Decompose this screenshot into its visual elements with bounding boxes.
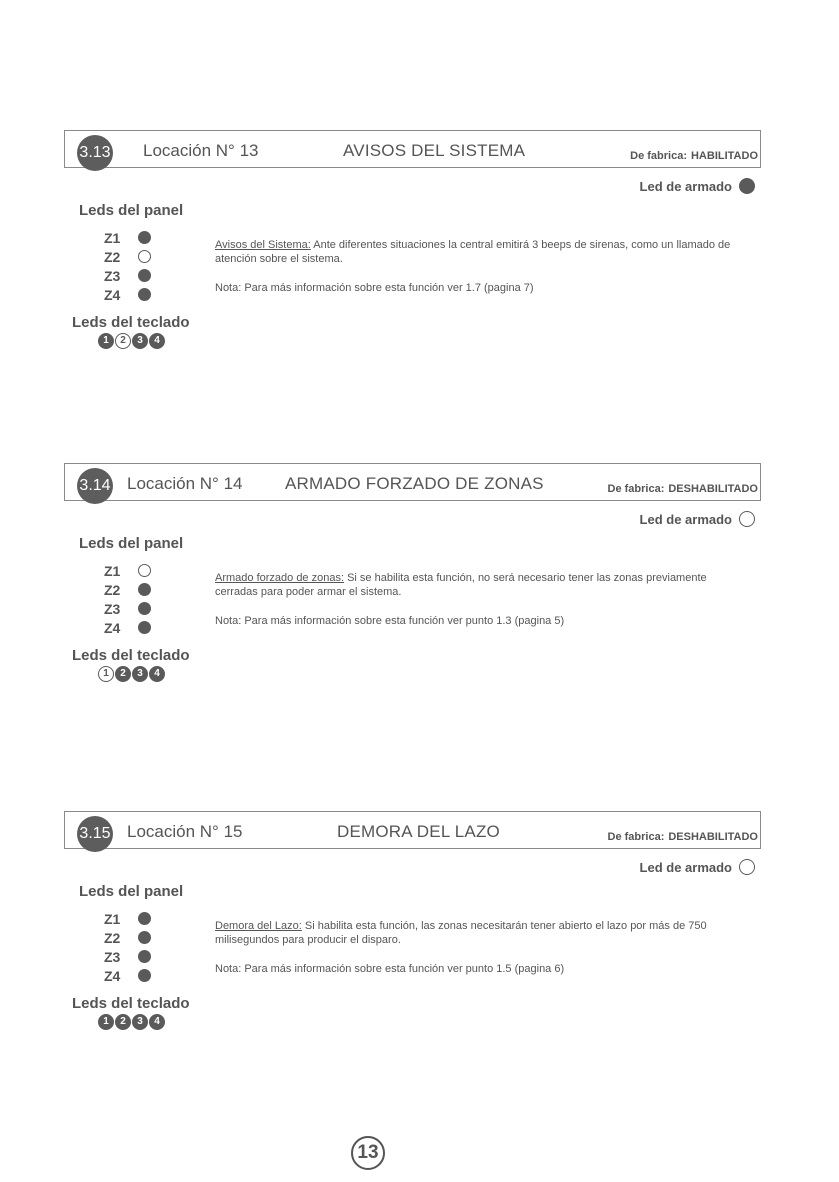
description-term: Demora del Lazo:	[215, 920, 302, 932]
keyboard-led-icon: 4	[149, 1014, 165, 1030]
section-title: ARMADO FORZADO DE ZONAS	[285, 474, 544, 493]
zone-led-icon	[138, 931, 151, 944]
factory-default-value: DESHABILITADO	[668, 831, 758, 843]
zone-led-icon	[138, 912, 151, 925]
keyboard-led-icon: 1	[98, 333, 114, 349]
keyboard-led-icon: 2	[115, 1014, 131, 1030]
zone-row	[104, 266, 164, 285]
armado-led-row	[640, 859, 755, 875]
armado-led-icon	[739, 859, 755, 875]
zone-label: Z4	[104, 967, 121, 984]
location-label: Locación N° 15	[127, 822, 243, 841]
factory-default	[630, 150, 758, 162]
zone-label: Z2	[104, 581, 121, 598]
description	[215, 571, 735, 599]
description-text: Si habilita esta función, las zonas necesitarán tener abierto el lazo por más de 750 milisegundos para producir el disparo.	[215, 920, 707, 946]
description	[215, 919, 735, 947]
note: Nota: Para más información sobre esta función ver punto 1.3 (pagina 5)	[215, 615, 565, 627]
keyboard-led-icon: 3	[132, 1014, 148, 1030]
note: Nota: Para más información sobre esta función ver punto 1.5 (pagina 6)	[215, 963, 565, 975]
zone-row	[104, 928, 164, 947]
zone-row	[104, 285, 164, 304]
factory-default-value: HABILITADO	[690, 150, 758, 162]
armado-label: Led de armado	[639, 178, 732, 194]
zone-row	[104, 947, 164, 966]
section-3-14	[0, 463, 839, 723]
zone-label: Z3	[104, 267, 121, 284]
section-number-badge: 3.15	[77, 816, 113, 852]
description-term: Armado forzado de zonas:	[215, 572, 345, 584]
location-label: Locación N° 13	[143, 141, 259, 160]
zone-label: Z2	[104, 929, 121, 946]
keyboard-led-icon: 3	[132, 666, 148, 682]
zone-row	[104, 247, 164, 266]
zone-led-icon	[138, 602, 151, 615]
section-3-13	[0, 130, 839, 390]
note: Nota: Para más información sobre esta función ver 1.7 (pagina 7)	[215, 282, 534, 294]
section-title: DEMORA DEL LAZO	[337, 822, 500, 841]
keyboard-leds	[98, 666, 165, 682]
armado-led-icon	[739, 511, 755, 527]
factory-default-label: De fabrica:	[607, 483, 665, 495]
armado-label: Led de armado	[639, 859, 732, 875]
keyboard-led-icon: 1	[98, 666, 114, 682]
zone-leds	[104, 228, 164, 304]
keyboard-leds-title: Leds del teclado	[72, 647, 190, 664]
zone-label: Z3	[104, 948, 121, 965]
description	[215, 238, 735, 266]
armado-led-row	[640, 178, 755, 194]
armado-label: Led de armado	[639, 511, 732, 527]
keyboard-led-icon: 2	[115, 666, 131, 682]
keyboard-led-icon: 3	[132, 333, 148, 349]
zone-leds	[104, 909, 164, 985]
keyboard-led-icon: 2	[115, 333, 131, 349]
panel-leds-title: Leds del panel	[79, 535, 184, 552]
section-header	[64, 130, 761, 168]
factory-default-value: DESHABILITADO	[668, 483, 758, 495]
section-3-15	[0, 811, 839, 1071]
section-header	[64, 463, 761, 501]
factory-default	[608, 483, 759, 495]
zone-led-icon	[138, 231, 151, 244]
armado-led-icon	[739, 178, 755, 194]
keyboard-leds-title: Leds del teclado	[72, 995, 190, 1012]
zone-label: Z2	[104, 248, 121, 265]
description-term: Avisos del Sistema:	[215, 239, 311, 251]
zone-label: Z3	[104, 600, 121, 617]
zone-led-icon	[138, 288, 151, 301]
zone-row	[104, 966, 164, 985]
factory-default-label: De fabrica:	[630, 150, 687, 162]
panel-leds-title: Leds del panel	[79, 202, 184, 219]
section-number-badge: 3.13	[77, 135, 113, 171]
zone-row	[104, 909, 164, 928]
description-text: Ante diferentes situaciones la central emitirá 3 beeps de sirenas, como un llamado de atención sobre el sistema.	[215, 239, 731, 265]
zone-led-icon	[138, 950, 151, 963]
panel-leds-title: Leds del panel	[79, 883, 184, 900]
keyboard-led-icon: 4	[149, 666, 165, 682]
keyboard-leds	[98, 1014, 165, 1030]
keyboard-led-icon: 1	[98, 1014, 114, 1030]
zone-row	[104, 599, 164, 618]
zone-label: Z4	[104, 619, 121, 636]
zone-led-icon	[138, 969, 151, 982]
armado-led-row	[640, 511, 755, 527]
location-label: Locación N° 14	[127, 474, 243, 493]
zone-led-icon	[138, 583, 151, 596]
zone-label: Z1	[104, 910, 121, 927]
zone-row	[104, 580, 164, 599]
keyboard-leds-title: Leds del teclado	[72, 314, 190, 331]
zone-label: Z1	[104, 562, 121, 579]
zone-label: Z1	[104, 229, 121, 246]
factory-default	[608, 831, 759, 843]
factory-default-label: De fabrica:	[607, 831, 665, 843]
description-text: Si se habilita esta función, no será necesario tener las zonas previamente cerradas para poder armar el sistema.	[215, 572, 707, 598]
keyboard-led-icon: 4	[149, 333, 165, 349]
page-number: 13	[351, 1136, 385, 1170]
zone-row	[104, 561, 164, 580]
zone-row	[104, 228, 164, 247]
zone-led-icon	[138, 250, 151, 263]
section-number-badge: 3.14	[77, 468, 113, 504]
keyboard-leds	[98, 333, 165, 349]
section-title: AVISOS DEL SISTEMA	[343, 141, 526, 160]
zone-led-icon	[138, 564, 151, 577]
section-header	[64, 811, 761, 849]
zone-led-icon	[138, 269, 151, 282]
zone-label: Z4	[104, 286, 121, 303]
zone-leds	[104, 561, 164, 637]
zone-led-icon	[138, 621, 151, 634]
zone-row	[104, 618, 164, 637]
